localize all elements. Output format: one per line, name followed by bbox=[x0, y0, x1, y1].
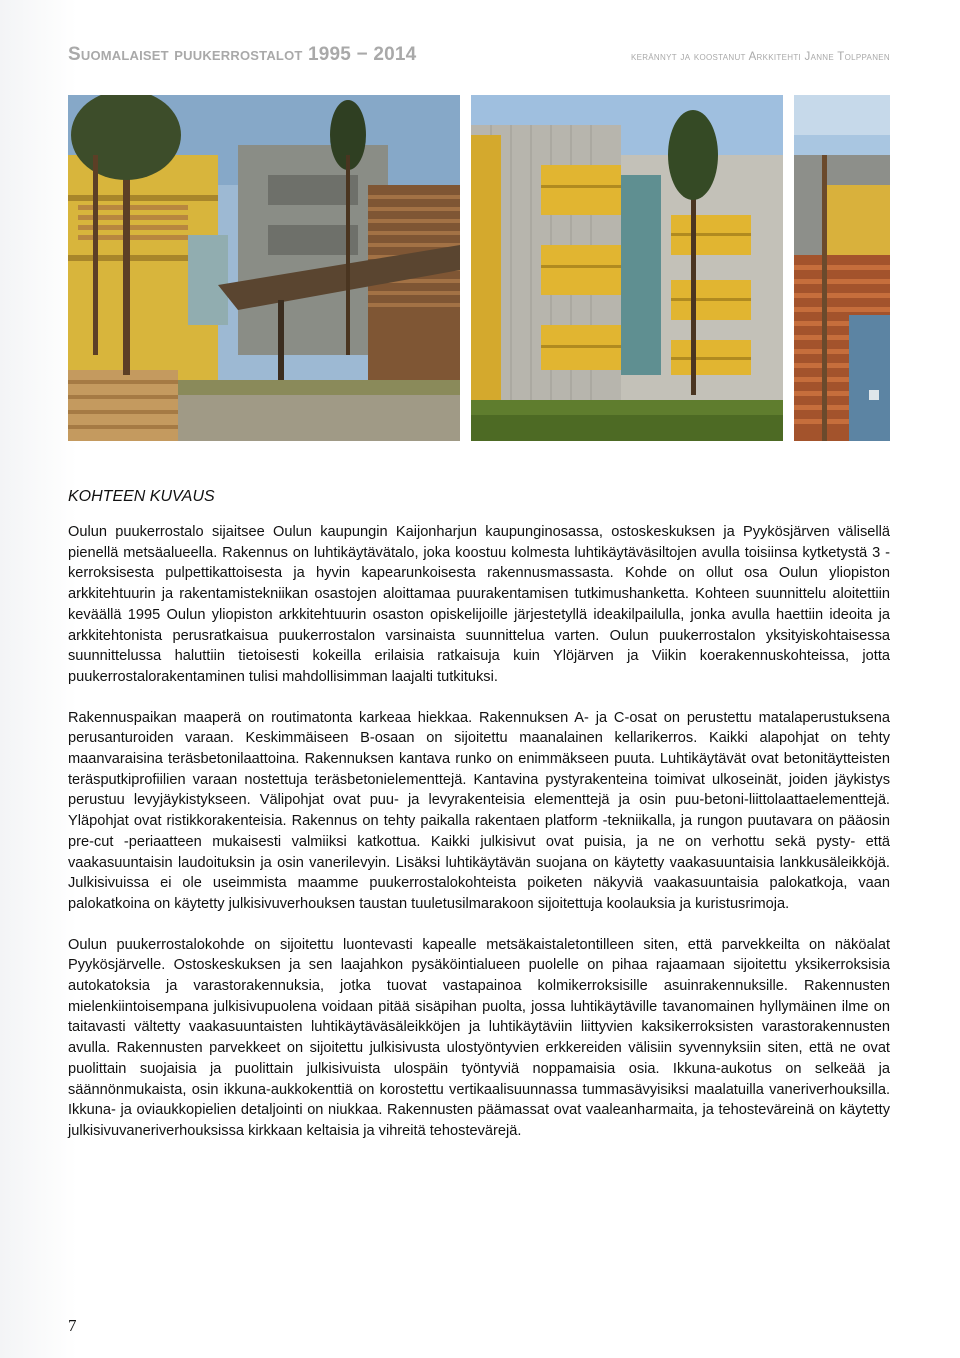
photo-courtyard bbox=[68, 95, 460, 441]
document-title: Suomalaiset puukerrostalot 1995 − 2014 bbox=[68, 44, 417, 65]
paragraph-architecture: Oulun puukerrostalokohde on sijoitettu luontevasti kapealle metsäkaistaletontilleen siten, että parvekkeilta on näköalat Pyykösjärvelle. Ostoskeskuksen ja sen laajahkon pysäköintialueen puolelle on pihaa rajaamaan sijoitettu yksikerroksisia autokatoksia ja varastorakennuksia, jotka tuovat vastapainoa kolmikerroksisille asuinrakennuksille. Rakennusten mielenkiintoisempana julkisivupuolena voidaan pitää sisäpihan puolta, jossa luhtikäytäville tavanomainen hyllymäinen ilme on taitavasti vältetty vaakasuuntaisten luhtikäytäväsäleikköjen ja luhtikäytäviin liittyvien kaksikerroksisten varastorakennusten avulla. Rakennusten parvekkeet on sijoitettu julkisivusta ulostyöntyvien erkkereiden välisiin syvennyksiin siten, että ne ovat puolittain suojaisia ja puolittain julkisivuista ulospäin työntyviä noppamaisia osia. Ikkuna-aukotus on selkeää ja säännönmukaista, osin ikkuna-aukkokenttiä on korostettu vertikaalisuunnassa tummasävyisiksi maalatuilla vaneriverhouksilla. Ikkuna- ja oviaukkopielien detaljointi on niukkaa. Rakennusten päämassat ovat vaaleanharmaita, ja tehosteväreinä on käytetty julkisivuvaneriverhouksissa kirkkaan keltaisia ja vihreitä tehostevärejä. bbox=[68, 936, 890, 1139]
page-number: 7 bbox=[68, 1316, 77, 1335]
building-photo-icon bbox=[471, 95, 783, 441]
section-heading: KOHTEEN KUVAUS bbox=[68, 488, 215, 505]
page-header bbox=[68, 44, 890, 78]
paragraph-construction: Rakennuspaikan maaperä on routimatonta karkeaa hiekkaa. Rakennuksen A- ja C-osat on perustettu matalaperustuksena perusanturoiden varaan. Keskimmäiseen B-osaan on sijoitettu maanalainen kellarikerros. Kaikki alapohjat on tehty maanvaraisina teräsbetonilaattoina. Rakennuksen kantava runko on enimmäkseen puuta. Luhtikäytävät ovat betonitäytteisten teräsputkiprofiilien varaan nostettuja teräsbetonielementtejä. Kantavina pystyrakenteina toimivat ulkoseinät, joiden jäykistys perustuu levyjäykistykseen. Välipohjat ovat puu- ja levyrakenteisia elementtejä ja osin puu-betoni-liittolaattaelementtejä. Yläpohjat ovat ristikkorakenteisia. Rakennus on tehty paikalla rakentaen platform -tekniikalla, ja rungon puutavara on pääosin pre-cut -periaatteen mukaisesti valmiiksi katkottua. Kaikki julkisivut ovat puisia, ja ne on verhottu sekä pysty- että vaakasuuntaisin laudoituksin ja osin vanerilevyin. Lisäksi luhtikäytävän suojana on käytetty vaakasuuntaisia lankkusäleikköjä. Julkisivuissa ei ole useimmista maamme puukerrostalokohteista poiketen näkyviä vaakasuuntaisia palokatkoja, vaan palokatkoina on käytetty julkisivuverhouksen taustan tuuletusilmarakoon sijoitettuja koolauksia ja kuristusrimoja. bbox=[68, 709, 890, 912]
photo-strip bbox=[68, 95, 890, 441]
main-content bbox=[68, 488, 890, 1162]
building-photo-icon bbox=[794, 95, 890, 441]
photo-facade-detail bbox=[794, 95, 890, 441]
building-photo-icon bbox=[68, 95, 460, 441]
author-credit: kerännyt ja koostanut Arkkitehti Janne Tolppanen bbox=[630, 51, 890, 63]
photo-balconies bbox=[471, 95, 783, 441]
paragraph-description: Oulun puukerrostalo sijaitsee Oulun kaupungin Kaijonharjun kaupunginosassa, ostoskeskuksen ja Pyykösjärven välisellä pienellä metsäalueella. Rakennus on luhtikäytävätalo, joka koostuu kolmesta luhtikäytäväsiltojen avulla toisiinsa kytketystä 3 -kerroksisesta pulpettikattoisesta ja hyvin kapearunkoisesta rakennusmassasta. Kohde on ollut osa Oulun yliopiston arkkitehtuurin ja rakentamistekniikan osastojen aloittamaa puurakentamisen tutkimushanketta. Kohteen suunnittelu aloitettiin keväällä 1995 Oulun yliopiston arkkitehtuurin osaston opiskelijoille järjestetyllä ideakilpailulla, jonka avulla haettiin ideoita ja arkkitehtonista perusratkaisua puukerrostalon varsinaista suunnittelua varten. Oulun puukerrostalon yksityiskohtaisessa suunnittelussa haluttiin tietoisesti kokeilla erilaisia ratkaisuja kuin Ylöjärven ja Viikin koerakennuskohteissa, jotta puukerrostalorakentaminen tulisi mahdollisimman laajalti tutkituksi. bbox=[68, 524, 890, 685]
